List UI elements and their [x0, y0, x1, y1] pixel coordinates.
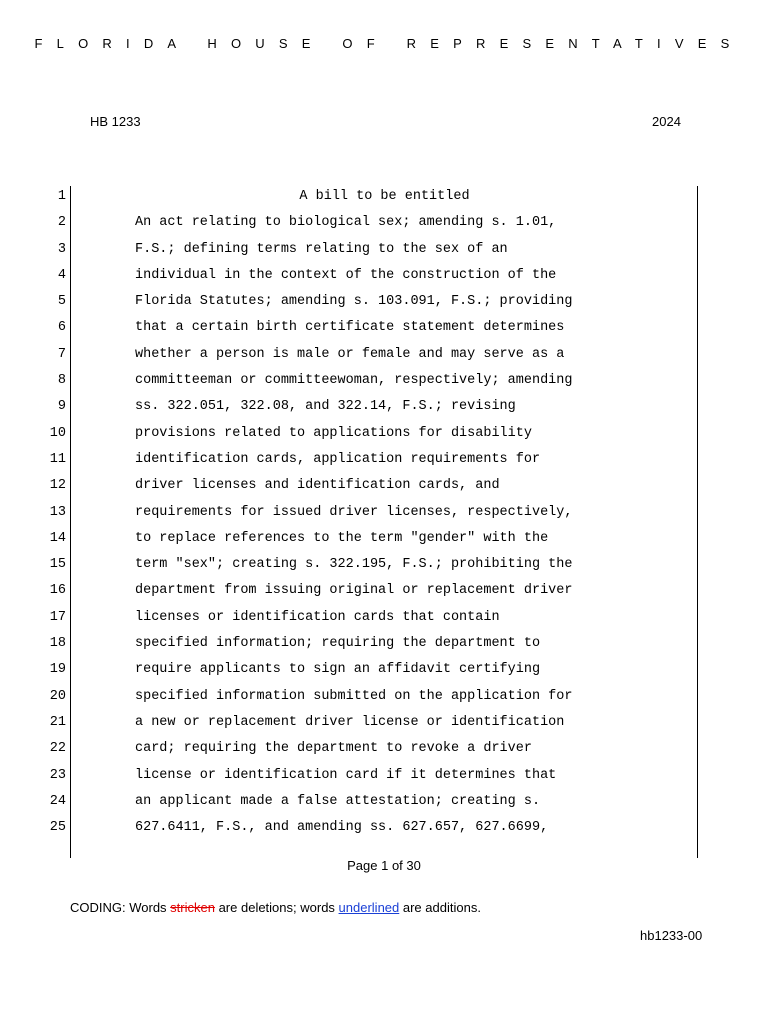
bill-line	[0, 421, 768, 447]
line-text: ss. 322.051, 322.08, and 322.14, F.S.; revising	[135, 399, 516, 415]
line-text: Florida Statutes; amending s. 103.091, F.S.; providing	[135, 294, 573, 310]
line-number: 22	[49, 741, 66, 757]
bill-line	[0, 763, 768, 789]
line-number: 14	[49, 530, 66, 546]
bill-line	[0, 710, 768, 736]
line-number: 19	[49, 662, 66, 678]
line-number: 23	[49, 767, 66, 783]
coding-underlined-sample: underlined	[338, 900, 400, 915]
line-number: 9	[57, 399, 66, 415]
bill-line	[0, 526, 768, 552]
line-number: 2	[57, 215, 66, 231]
bill-number: HB 1233	[90, 114, 141, 129]
bill-line	[0, 289, 768, 315]
line-number: 25	[49, 820, 66, 836]
bill-line	[0, 552, 768, 578]
bill-line	[0, 263, 768, 289]
page-number: Page 1 of 30	[347, 858, 421, 873]
line-text: F.S.; defining terms relating to the sex of an	[135, 241, 508, 257]
line-number: 5	[57, 294, 66, 310]
document-id: hb1233-00	[640, 928, 703, 943]
bill-line	[0, 447, 768, 473]
bill-line	[0, 657, 768, 683]
line-text: An act relating to biological sex; amending s. 1.01,	[135, 215, 557, 231]
line-number: 11	[49, 451, 66, 467]
bill-line	[0, 500, 768, 526]
bill-text-lines	[0, 184, 768, 841]
bill-year: 2024	[652, 114, 681, 129]
bill-line	[0, 789, 768, 815]
line-text: specified information; requiring the department to	[135, 636, 541, 652]
line-number: 3	[57, 241, 66, 257]
line-text: specified information submitted on the application for	[135, 688, 573, 704]
line-text: committeeman or committeewoman, respectively; amending	[135, 373, 573, 389]
line-number: 13	[49, 504, 66, 520]
line-number: 21	[49, 714, 66, 730]
bill-line	[0, 315, 768, 341]
bill-line	[0, 605, 768, 631]
line-number: 12	[49, 478, 66, 494]
line-text: requirements for issued driver licenses, respectively,	[135, 504, 573, 520]
bill-line	[0, 815, 768, 841]
line-text: that a certain birth certificate statement determines	[135, 320, 565, 336]
line-text: term "sex"; creating s. 322.195, F.S.; prohibiting the	[135, 557, 573, 573]
bill-line	[0, 184, 768, 210]
line-text: card; requiring the department to revoke a driver	[135, 741, 532, 757]
bill-line	[0, 631, 768, 657]
bill-line	[0, 473, 768, 499]
bill-line	[0, 342, 768, 368]
line-number: 8	[57, 373, 66, 389]
line-text: 627.6411, F.S., and amending ss. 627.657, 627.6699,	[135, 820, 549, 836]
bill-line	[0, 578, 768, 604]
coding-prefix: CODING: Words	[70, 900, 171, 915]
line-number: 10	[49, 425, 66, 441]
line-text: require applicants to sign an affidavit certifying	[135, 662, 541, 678]
line-text: license or identification card if it determines that	[135, 767, 557, 783]
line-number: 6	[57, 320, 66, 336]
bill-line	[0, 684, 768, 710]
line-text: to replace references to the term "gender" with the	[135, 530, 549, 546]
bill-line	[0, 210, 768, 236]
line-text: A bill to be entitled	[299, 189, 470, 204]
line-number: 16	[49, 583, 66, 599]
bill-line	[0, 736, 768, 762]
line-number: 24	[49, 793, 66, 809]
line-number: 1	[57, 189, 66, 204]
line-number: 17	[49, 609, 66, 625]
line-text: licenses or identification cards that contain	[135, 609, 500, 625]
coding-suffix: are additions.	[399, 900, 481, 915]
line-text: driver licenses and identification cards, and	[135, 478, 500, 494]
line-text: department from issuing original or replacement driver	[135, 583, 573, 599]
line-text: whether a person is male or female and may serve as a	[135, 346, 565, 362]
bill-line	[0, 237, 768, 263]
line-number: 15	[49, 557, 66, 573]
bill-line	[0, 394, 768, 420]
coding-legend	[70, 900, 481, 915]
line-number: 7	[57, 346, 66, 362]
line-text: identification cards, application requirements for	[135, 451, 541, 467]
line-number: 4	[57, 267, 66, 283]
line-number: 20	[49, 688, 66, 704]
coding-stricken-sample: stricken	[170, 900, 215, 915]
line-text: individual in the context of the construction of the	[135, 267, 557, 283]
line-text: a new or replacement driver license or identification	[135, 714, 565, 730]
line-text: an applicant made a false attestation; creating s.	[135, 793, 541, 809]
coding-mid: are deletions; words	[214, 900, 339, 915]
line-text: provisions related to applications for disability	[135, 425, 532, 441]
bill-line	[0, 368, 768, 394]
chamber-title: FLORIDA HOUSE OF REPRESENTATIVES	[34, 36, 744, 51]
line-number: 18	[49, 636, 66, 652]
